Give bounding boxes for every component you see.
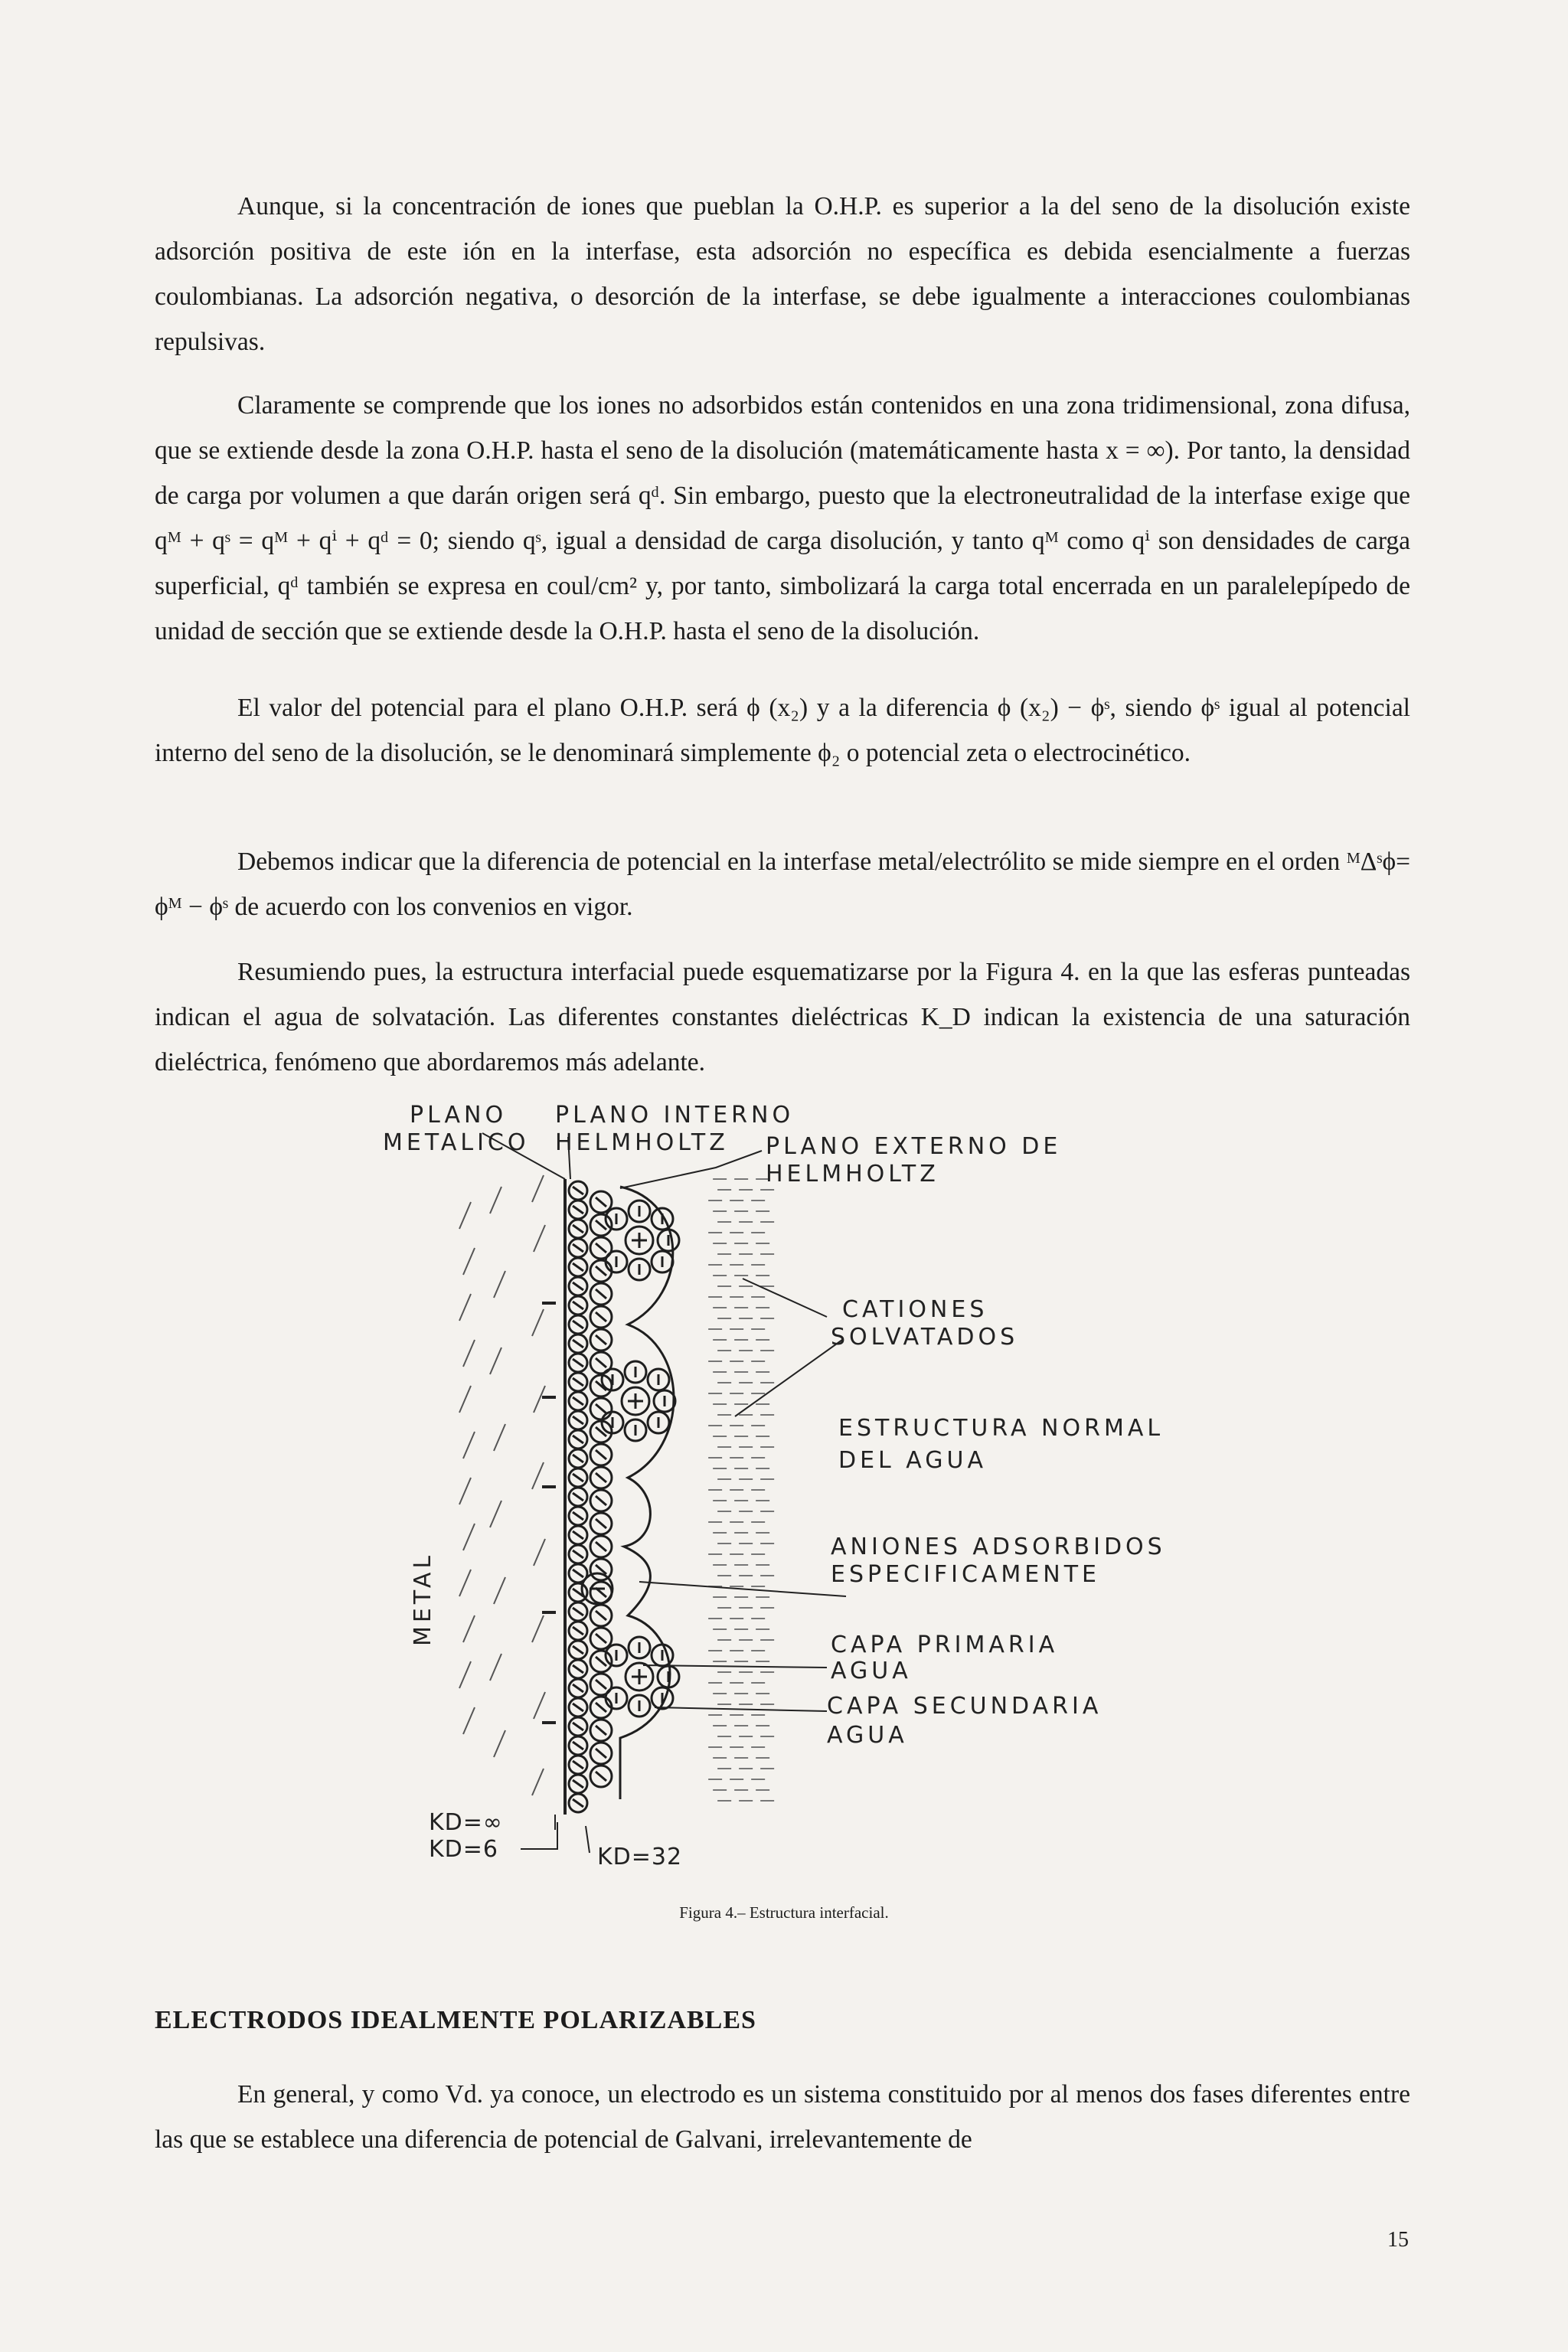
- bulk-water-dashes: [708, 1179, 779, 1801]
- label-plano: PLANO: [410, 1102, 508, 1129]
- dipole-mark: [573, 1302, 583, 1309]
- label-kd-inf: KD=∞: [429, 1809, 503, 1836]
- dipole-mark: [573, 1378, 583, 1386]
- label-kd-6: KD=6: [429, 1836, 498, 1863]
- dipole-mark: [573, 1723, 583, 1730]
- paragraph-6-text: En general, y como Vd. ya conoce, un electrodo es un sistema constituido por al menos dos fases diferentes entre las que se establece una diferencia de potencial de Galvani, irrelevantemente de: [155, 2080, 1410, 2154]
- dipole-mark: [596, 1335, 606, 1344]
- dipole-mark: [573, 1512, 583, 1520]
- dipole-mark: [573, 1608, 583, 1615]
- plane-indicator-lines: [482, 1133, 846, 1853]
- dipole-mark: [596, 1496, 606, 1505]
- paragraph-5-text: Resumiendo pues, la estructura interfacial puede esquematizarse por la Figura 4. en la que las esferas punteadas indican el agua de solvatación. Las diferentes constantes dieléctricas K_D indican la existencia de una saturación dieléctrica, fenómeno que abordaremos más adelante.: [155, 958, 1410, 1076]
- page-number: 15: [1387, 2228, 1409, 2252]
- dipole-mark: [596, 1312, 606, 1321]
- label-del-agua: DEL AGUA: [838, 1447, 988, 1474]
- dipole-mark: [596, 1266, 606, 1276]
- label-metal: METAL: [410, 1551, 436, 1646]
- label-aniones: ANIONES ADSORBIDOS: [831, 1534, 1166, 1560]
- dipole-mark: [573, 1359, 583, 1367]
- dipole-mark: [596, 1542, 606, 1551]
- metal-hatching: [459, 1175, 545, 1795]
- paragraph-5: [155, 949, 1410, 1085]
- dipole-mark: [596, 1450, 606, 1459]
- dipole-mark: [596, 1519, 606, 1528]
- dipole-mark: [573, 1455, 583, 1462]
- dipole-mark: [573, 1206, 583, 1214]
- paragraph-4-text: Debemos indicar que la diferencia de potencial en la interfase metal/electrólito se mide siempre en el orden ᴹΔˢϕ= ϕᴹ − ϕˢ de acuerdo con los convenios en vigor.: [155, 848, 1410, 921]
- dipole-mark: [596, 1680, 606, 1689]
- dipole-mark: [596, 1634, 606, 1643]
- dipole-mark: [573, 1550, 583, 1558]
- metal-surface-charges: [542, 1303, 556, 1723]
- label-plano-externo: PLANO EXTERNO DE: [766, 1133, 1062, 1160]
- dipole-mark: [596, 1611, 606, 1620]
- dipole-mark: [573, 1684, 583, 1692]
- dipole-mark: [573, 1493, 583, 1501]
- dipole-mark: [596, 1749, 606, 1758]
- label-agua-1: AGUA: [831, 1658, 912, 1684]
- paragraph-6: [155, 2072, 1410, 2162]
- dipole-mark: [573, 1780, 583, 1788]
- label-especificamente: ESPECIFICAMENTE: [831, 1561, 1100, 1588]
- label-plano-interno: PLANO INTERNO: [555, 1102, 795, 1129]
- label-helmholtz-interno: HELMHOLTZ: [555, 1129, 729, 1156]
- dipole-mark: [573, 1799, 583, 1807]
- dipole-mark: [573, 1665, 583, 1673]
- label-solvatados: SOLVATADOS: [831, 1324, 1019, 1351]
- dipole-mark: [596, 1243, 606, 1253]
- dipole-mark: [596, 1726, 606, 1735]
- label-capa-primaria: CAPA PRIMARIA: [831, 1632, 1059, 1658]
- label-agua-2: AGUA: [827, 1722, 908, 1749]
- dipole-mark: [573, 1282, 583, 1290]
- dipole-mark: [573, 1742, 583, 1749]
- dipole-mark: [573, 1397, 583, 1405]
- dipole-mark: [573, 1436, 583, 1443]
- label-metalico: METALICO: [383, 1129, 530, 1156]
- dipole-mark: [596, 1473, 606, 1482]
- figure-caption: Figura 4.– Estructura interfacial.: [679, 1903, 889, 1922]
- dipole-mark: [573, 1244, 583, 1252]
- dipole-mark: [596, 1404, 606, 1413]
- dipole-mark: [596, 1197, 606, 1207]
- label-estructura: ESTRUCTURA NORMAL: [838, 1415, 1165, 1442]
- dipole-mark: [573, 1531, 583, 1539]
- section-heading: ELECTRODOS IDEALMENTE POLARIZABLES: [155, 2006, 756, 2034]
- dipole-mark: [573, 1321, 583, 1328]
- dipole-mark: [573, 1187, 583, 1194]
- dipole-mark: [573, 1263, 583, 1271]
- paragraph-1: [155, 184, 1410, 364]
- label-cationes: CATIONES: [842, 1296, 988, 1323]
- paragraph-4: [155, 839, 1410, 929]
- interfacial-structure-diagram: [368, 1095, 1248, 1868]
- paragraph-2-text: Claramente se comprende que los iones no adsorbidos están contenidos en una zona tridimensional, zona difusa, que se extiende desde la zona O.H.P. hasta el seno de la disolución (matemáticamente hasta x = ∞). Por tanto, la densidad de carga por volumen a que darán origen será qᵈ. Sin embargo, puesto que la electroneutralidad de la interfase exige que qᴹ + qˢ = qᴹ + qⁱ + qᵈ = 0; siendo qˢ, igual a densidad de carga disolución, y tanto qᴹ como qⁱ son densidades de carga superficial, qᵈ también se expresa en coul/cm² y, por tanto, simbolizará la carga total encerrada en un paralelepípedo de unidad de sección que se extiende desde la O.H.P. hasta el seno de la disolución.: [155, 391, 1410, 645]
- label-helmholtz-externo: HELMHOLTZ: [766, 1161, 939, 1187]
- dipole-mark: [596, 1358, 606, 1367]
- dipole-mark: [596, 1657, 606, 1666]
- dipole-mark: [596, 1772, 606, 1781]
- water-molecules: [569, 1181, 679, 1812]
- dipole-mark: [573, 1704, 583, 1711]
- interfacial-structure-figure: [368, 1095, 1248, 1868]
- dipole-mark: [573, 1225, 583, 1233]
- dipole-mark: [573, 1416, 583, 1424]
- dipole-mark: [596, 1289, 606, 1298]
- paragraph-1-text: Aunque, si la concentración de iones que pueblan la O.H.P. es superior a la del seno de la disolución existe adsorción positiva de este ión en la interfase, esta adsorción no específica es debida esencialmente a fuerzas coulombianas. La adsorción negativa, o desorción de la interfase, se debe igualmente a interacciones coulombianas repulsivas.: [155, 192, 1410, 356]
- dipole-mark: [573, 1761, 583, 1769]
- dipole-mark: [573, 1627, 583, 1635]
- dipole-mark: [573, 1570, 583, 1577]
- paragraph-2: [155, 383, 1410, 654]
- paragraph-3: [155, 685, 1410, 776]
- dipole-mark: [573, 1646, 583, 1654]
- dipole-mark: [596, 1220, 606, 1230]
- label-capa-secundaria: CAPA SECUNDARIA: [827, 1693, 1102, 1720]
- dipole-mark: [573, 1340, 583, 1348]
- dipole-mark: [596, 1703, 606, 1712]
- label-kd-32: KD=32: [597, 1844, 683, 1868]
- dipole-mark: [573, 1474, 583, 1481]
- paragraph-3-text: El valor del potencial para el plano O.H.P. será ϕ (x₂) y a la diferencia ϕ (x₂) − ϕˢ, siendo ϕˢ igual al potencial interno del seno de la disolución, se le denominará simplemente ϕ₂ o potencial zeta o electrocinético.: [155, 694, 1410, 767]
